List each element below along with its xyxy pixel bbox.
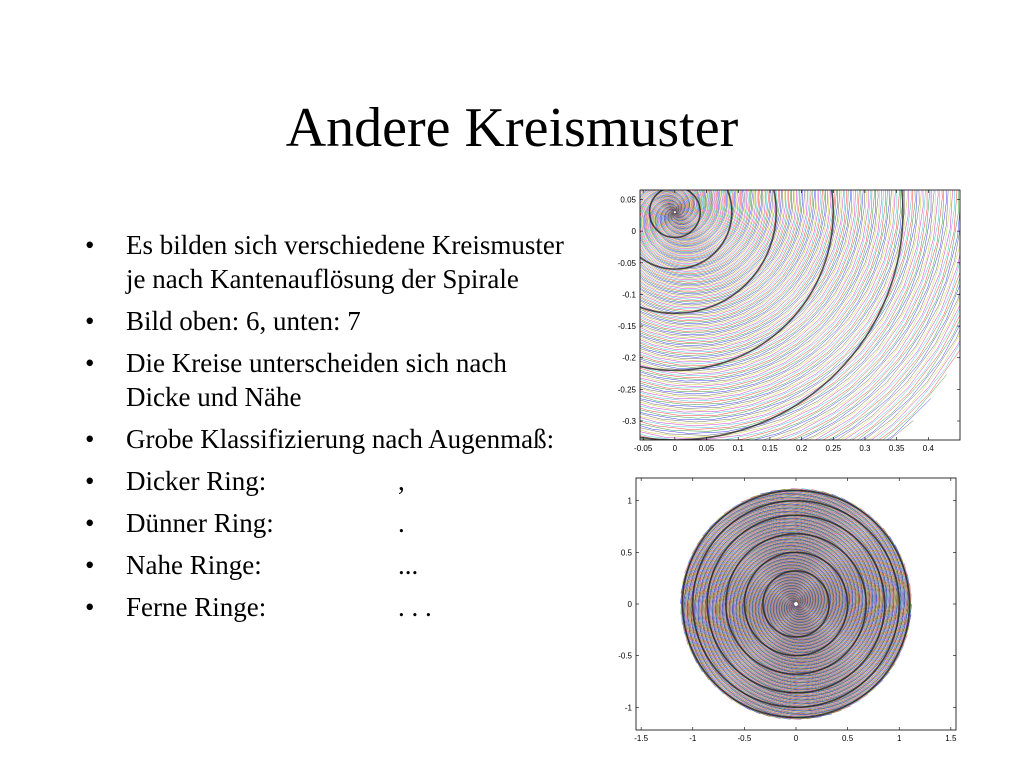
bullet-item	[85, 548, 565, 582]
y-tick-label: 0.05	[620, 195, 636, 205]
ring-symbol: . . .	[398, 592, 432, 622]
y-tick-label: -0.5	[618, 651, 632, 661]
spiral-line	[596, 186, 947, 458]
bullet-item	[85, 422, 565, 456]
spiral-plot-top	[596, 186, 968, 458]
x-tick-label: 0.5	[842, 734, 854, 743]
ring-type-label: Dünner Ring:	[126, 508, 274, 538]
bullet-text: Es bilden sich verschiedene Kreismuster je nach Kantenauflösung der Spirale	[126, 230, 564, 294]
y-tick-label: -1	[624, 703, 632, 713]
ring-type-label: Dicker Ring:	[126, 466, 267, 496]
x-tick-label: 0.15	[762, 444, 778, 453]
x-tick-label: 0.35	[888, 444, 905, 453]
x-tick-label: 0.2	[796, 444, 808, 453]
x-tick-label: 0.4	[922, 444, 934, 453]
spiral-line	[596, 186, 915, 418]
x-tick-label: -0.05	[634, 444, 653, 453]
slide-title: Andere Kreismuster	[285, 97, 739, 159]
bullet-text: Die Kreise unterscheiden sich nach Dicke und Nähe	[126, 348, 507, 412]
bullet-list	[85, 228, 565, 632]
bullet-item	[85, 464, 565, 498]
bullet-text: Bild oben: 6, unten: 7	[126, 306, 361, 336]
bullet-item	[85, 228, 565, 296]
bullet-item	[85, 590, 565, 624]
x-tick-label: 0.05	[698, 444, 715, 453]
y-tick-label: -0.3	[622, 417, 636, 427]
ring-symbol: ...	[398, 550, 419, 580]
bullet-item	[85, 346, 565, 414]
y-tick-label: 0	[631, 227, 636, 237]
y-tick-label: 0	[627, 600, 632, 609]
spiral-line	[596, 186, 893, 458]
y-tick-label: -0.05	[617, 258, 636, 268]
x-tick-label: 0	[672, 444, 678, 453]
x-tick-label: 0.25	[825, 444, 842, 453]
x-tick-label: 1	[896, 734, 902, 743]
x-tick-label: -0.5	[737, 734, 752, 743]
ring-type-label: Ferne Ringe:	[126, 592, 267, 622]
x-tick-label: 1.5	[945, 734, 957, 743]
spiral-plot-top-canvas	[596, 186, 968, 458]
x-tick-label: 0.1	[732, 444, 744, 453]
y-tick-label: -0.15	[617, 322, 636, 332]
bullet-item	[85, 506, 565, 540]
ring-symbol: .	[398, 508, 405, 538]
bullet-text: Grobe Klassifizierung nach Augenmaß:	[126, 424, 555, 454]
bullet-item	[85, 304, 565, 338]
x-tick-label: 0.3	[859, 444, 871, 453]
y-tick-label: -0.2	[622, 353, 636, 363]
ring-symbol: ,	[398, 466, 405, 496]
y-tick-label: -0.25	[617, 385, 636, 395]
y-tick-label: 1	[627, 496, 632, 506]
spiral-lines	[596, 186, 968, 458]
y-tick-label: 0.5	[620, 548, 632, 558]
x-tick-label: -1	[689, 734, 697, 743]
ring-type-label: Nahe Ringe:	[126, 550, 262, 580]
y-tick-label: -0.1	[622, 290, 636, 300]
spiral-lines	[680, 488, 911, 719]
spiral-plot-bottom	[602, 474, 968, 746]
spiral-line	[596, 186, 871, 458]
x-tick-label: -1.5	[634, 734, 649, 743]
x-tick-label: 0	[793, 734, 799, 743]
spiral-plot-bottom-canvas	[602, 474, 968, 746]
